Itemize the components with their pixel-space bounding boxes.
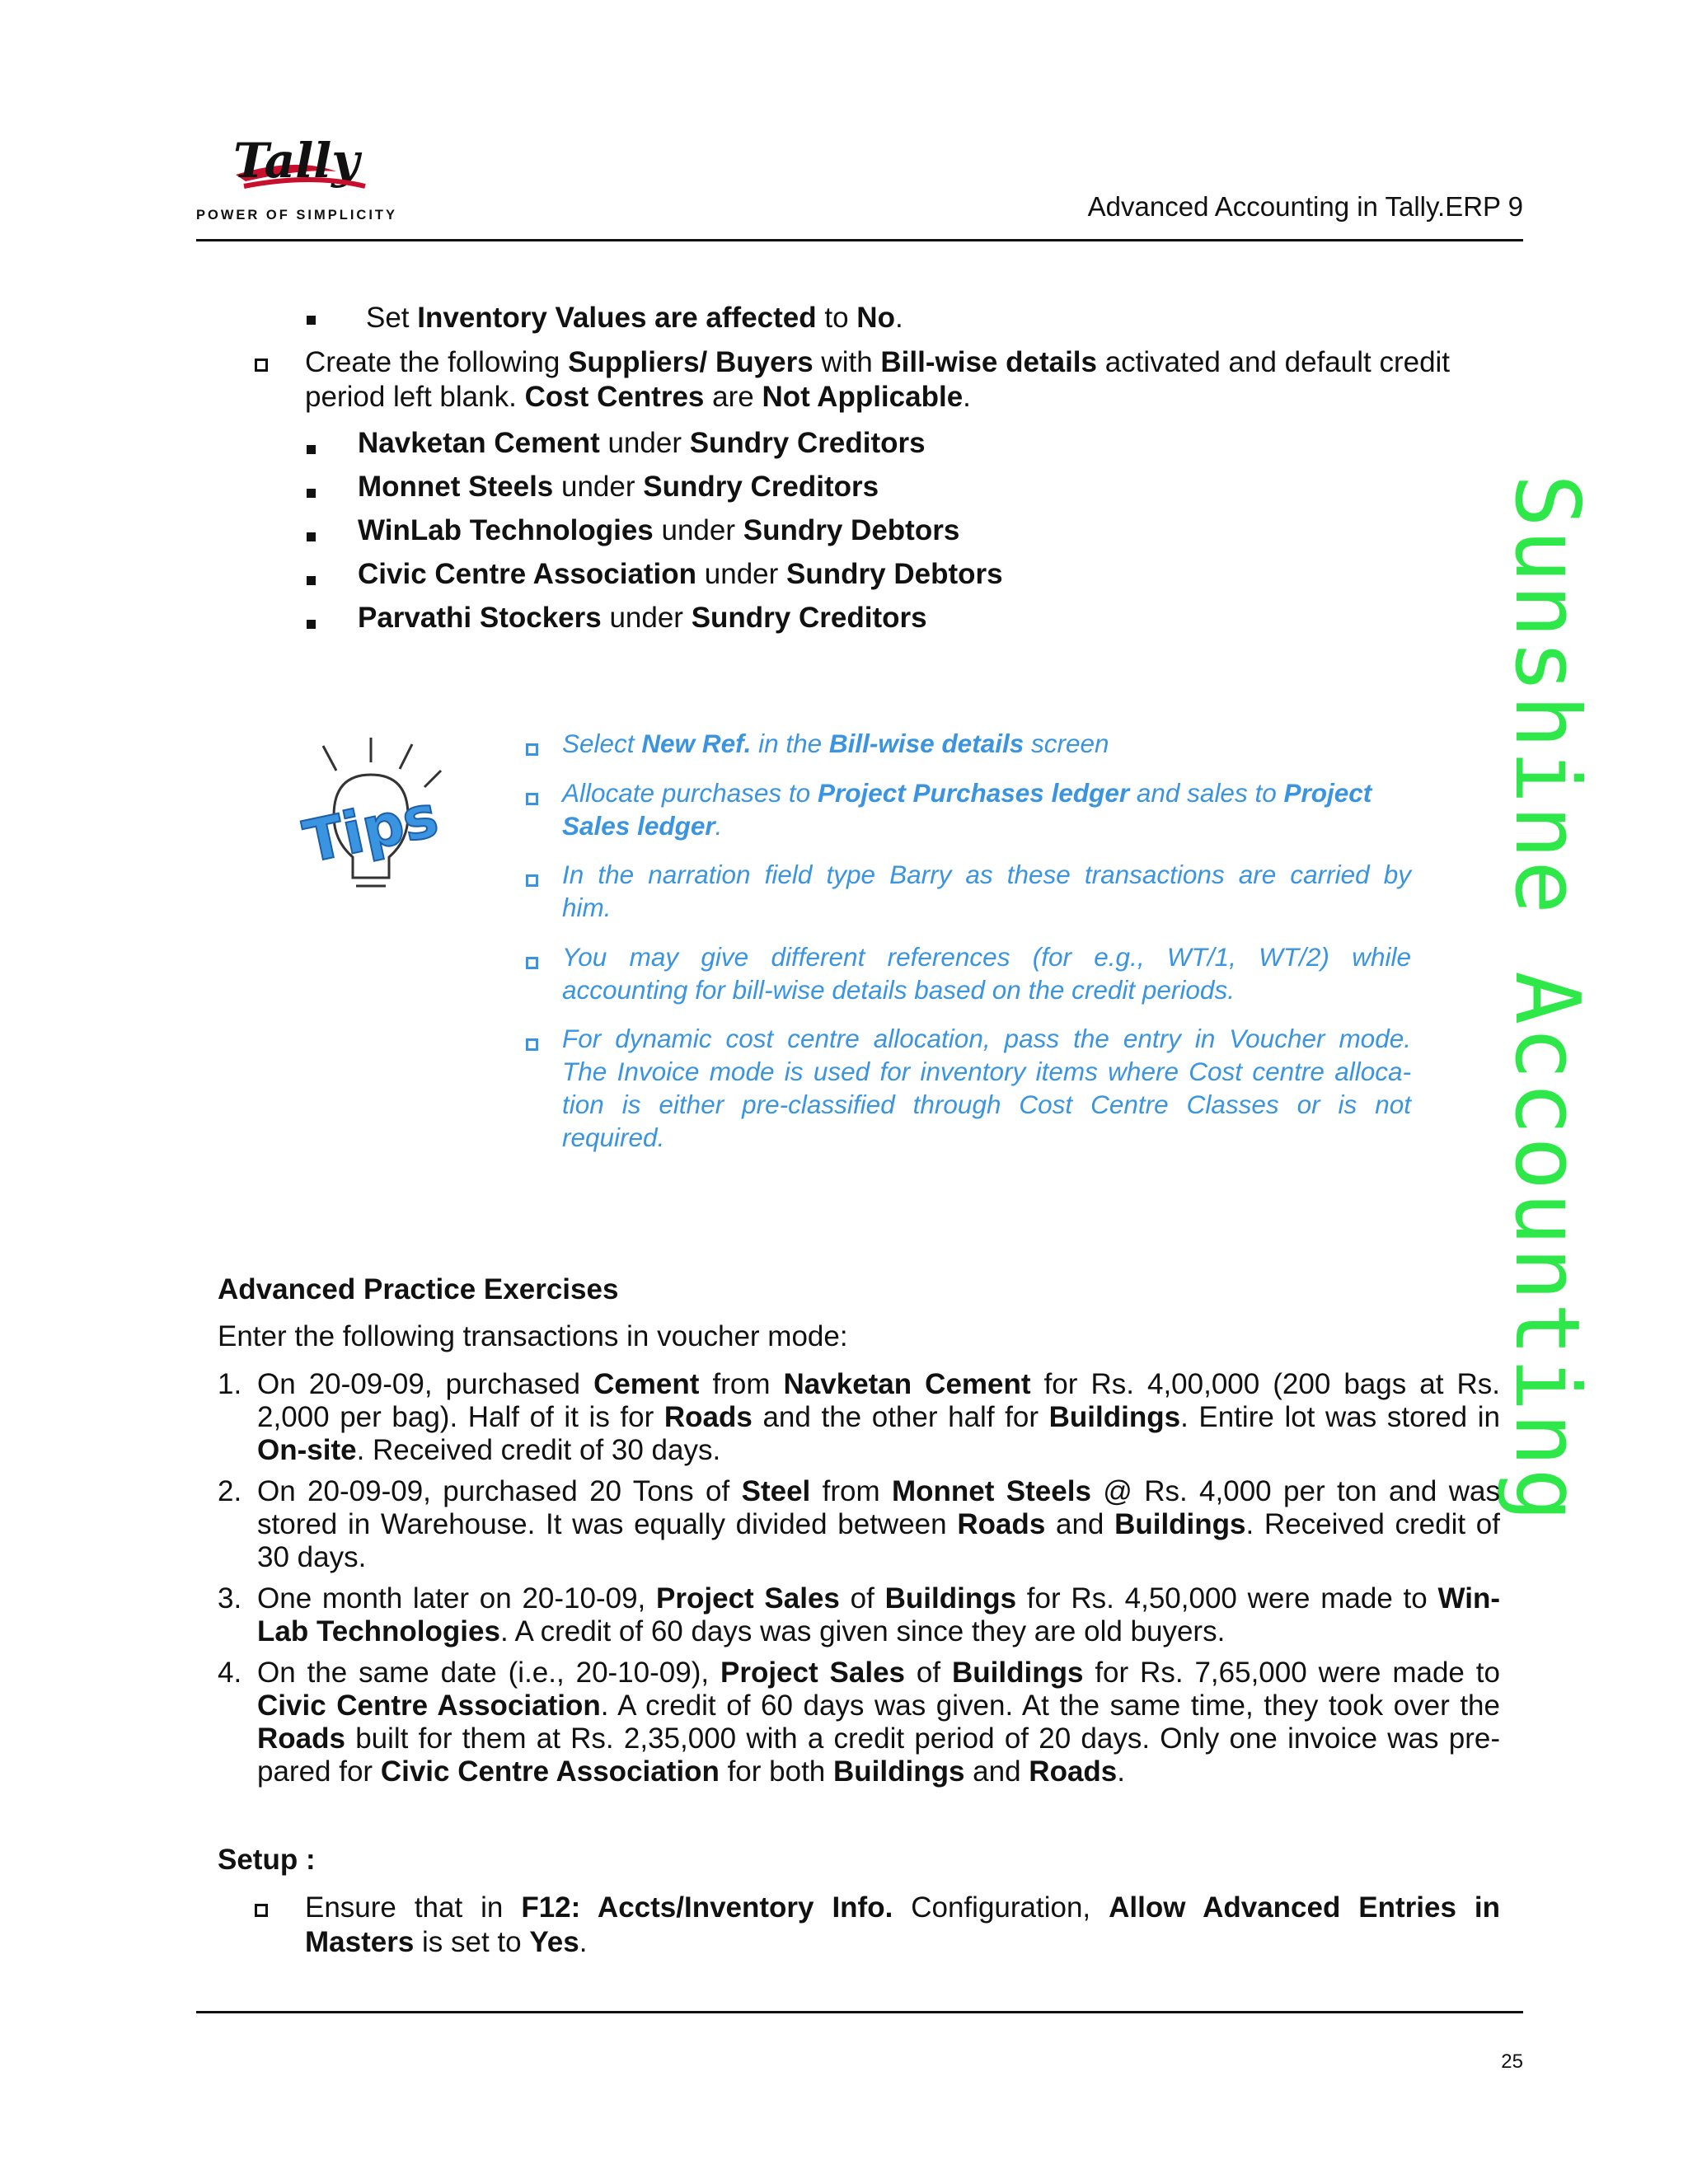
party-item: Civic Centre Association under Sundry Debtors <box>358 558 1003 590</box>
exercise-number: 1. <box>218 1368 242 1400</box>
exercise-4-line1: On the same date (i.e., 20-10-09), Project Sales of Buildings for Rs. 7,65,000 were made to <box>257 1657 1500 1689</box>
footer-rule <box>196 2011 1523 2013</box>
hollow-bullet-icon <box>526 793 538 805</box>
tip-allocate-line2: Sales ledger. <box>562 811 723 841</box>
tips-lightbulb-icon <box>288 738 470 902</box>
exercises-heading: Advanced Practice Exercises <box>218 1273 619 1305</box>
tip-allocate-line1: Allocate purchases to Project Purchases ledger and sales to Project <box>562 778 1372 808</box>
exercise-1-line3: On-site. Received credit of 30 days. <box>257 1434 721 1466</box>
exercises-intro: Enter the following transactions in voucher mode: <box>218 1320 848 1352</box>
exercise-number: 4. <box>218 1657 242 1689</box>
watermark-text: Sunshine Accounting <box>1495 474 1598 1524</box>
exercise-2-line3: 30 days. <box>257 1541 367 1573</box>
hollow-bullet-icon <box>526 874 538 887</box>
exercise-3-line2: Lab Technologies. A credit of 60 days was given since they are old buyers. <box>257 1615 1226 1647</box>
hollow-bullet-icon <box>255 359 268 372</box>
tally-logo <box>196 132 398 227</box>
tip-dynamic-line1: For dynamic cost centre allocation, pass the entry in Voucher mode. <box>562 1024 1411 1053</box>
header-rule <box>196 239 1523 241</box>
exercise-1-line1: On 20-09-09, purchased Cement from Navketan Cement for Rs. 4,00,000 (200 bags at Rs. <box>257 1368 1500 1400</box>
exercise-number: 3. <box>218 1582 242 1615</box>
exercise-4-line4: pared for Civic Centre Association for both Buildings and Roads. <box>257 1755 1125 1788</box>
create-parties-line1: Create the following Suppliers/ Buyers with Bill-wise details activated and default credit <box>305 346 1451 378</box>
tally-logo-mark <box>196 132 394 206</box>
square-bullet-icon <box>307 445 316 454</box>
hollow-bullet-icon <box>255 1904 268 1917</box>
hollow-bullet-icon <box>526 1038 538 1051</box>
inventory-values-item: Set Inventory Values are affected to No. <box>366 302 903 334</box>
page-number: 25 <box>1501 2050 1523 2073</box>
square-bullet-icon <box>307 316 316 325</box>
exercise-4-line2: Civic Centre Association. A credit of 60 days was given. At the same time, they took over the <box>257 1690 1500 1722</box>
logo-tagline: POWER OF SIMPLICITY <box>196 208 398 223</box>
square-bullet-icon <box>307 489 316 498</box>
party-item: Monnet Steels under Sundry Creditors <box>358 471 879 503</box>
tip-dynamic-line3: tion is either pre-classified through Cost Centre Classes or is not <box>562 1090 1411 1119</box>
setup-line1: Ensure that in F12: Accts/Inventory Info. Configuration, Allow Advanced Entries in <box>305 1891 1500 1924</box>
tip-dynamic-line2: The Invoice mode is used for inventory items where Cost centre alloca- <box>562 1057 1411 1086</box>
square-bullet-icon <box>307 576 316 585</box>
tip-narration-line1: In the narration field type Barry as these transactions are carried by <box>562 860 1411 889</box>
create-parties-line2: period left blank. Cost Centres are Not Applicable. <box>305 381 971 413</box>
tip-narration-line2: him. <box>562 893 612 922</box>
square-bullet-icon <box>307 620 316 629</box>
exercise-2-line2: stored in Warehouse. It was equally divided between Roads and Buildings. Received credit of <box>257 1508 1500 1540</box>
tips-icon-label: Tips <box>298 781 444 877</box>
tip-new-ref: Select New Ref. in the Bill-wise details screen <box>562 729 1109 758</box>
exercise-1-line2: 2,000 per bag). Half of it is for Roads and the other half for Buildings. Entire lot was stored in <box>257 1401 1500 1433</box>
party-item: Parvathi Stockers under Sundry Creditors <box>358 602 927 634</box>
setup-line2: Masters is set to Yes. <box>305 1926 588 1958</box>
hollow-bullet-icon <box>526 743 538 756</box>
exercise-number: 2. <box>218 1475 242 1507</box>
square-bullet-icon <box>307 532 316 541</box>
setup-heading: Setup : <box>218 1844 316 1876</box>
party-item: Navketan Cement under Sundry Creditors <box>358 427 926 459</box>
hollow-bullet-icon <box>526 957 538 969</box>
tip-references-line1: You may give different references (for e.g., WT/1, WT/2) while <box>562 942 1411 972</box>
page-header-title: Advanced Accounting in Tally.ERP 9 <box>1087 191 1523 222</box>
exercise-3-line1: One month later on 20-10-09, Project Sales of Buildings for Rs. 4,50,000 were made to Win- <box>257 1582 1500 1615</box>
exercise-4-line3: Roads built for them at Rs. 2,35,000 with a credit period of 20 days. Only one invoice was pre- <box>257 1722 1500 1755</box>
tip-references-line2: accounting for bill-wise details based on the credit periods. <box>562 975 1235 1005</box>
exercise-2-line1: On 20-09-09, purchased 20 Tons of Steel from Monnet Steels @ Rs. 4,000 per ton and was <box>257 1475 1501 1507</box>
logo-text: Tally <box>233 133 359 189</box>
party-item: WinLab Technologies under Sundry Debtors <box>358 514 960 546</box>
tip-dynamic-line4: required. <box>562 1122 665 1152</box>
